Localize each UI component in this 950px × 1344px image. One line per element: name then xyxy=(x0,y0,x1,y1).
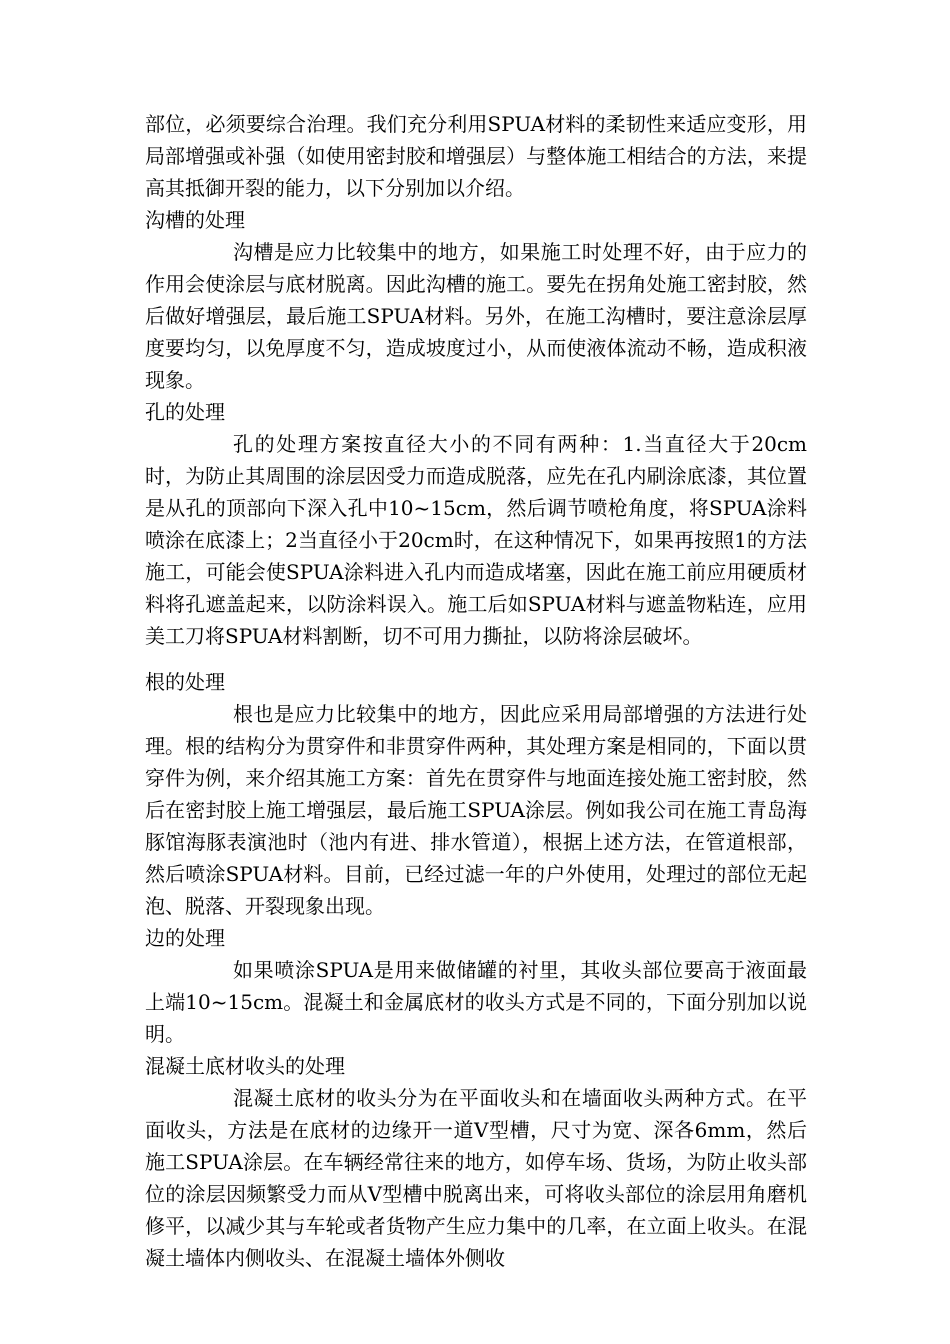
section-body-edge: 如果喷涂SPUA是用来做储罐的衬里，其收头部位要高于液面最上端10~15cm。混凝土和金属底材的收头方式是不同的，下面分别加以说明。 xyxy=(145,958,807,1046)
section-body-hole: 孔的处理方案按直径大小的不同有两种：1.当直径大于20cm时，为防止其周围的涂层因受力而造成脱落，应先在孔内刷涂底漆，其位置是从孔的顶部向下深入孔中10~15cm，然后调节喷枪角度，将SPUA涂料喷涂在底漆上；2当直径小于20cm时，在这种情况下，如果再按照1的方法施工，可能会使SPUA涂料进入孔内而造成堵塞，因此在施工前应用硬质材料将孔遮盖起来，以防涂料误入。施工后如SPUA材料与遮盖物粘连，应用美工刀将SPUA材料割断，切不可用力撕扯，以防将涂层破坏。 xyxy=(145,432,807,648)
section-heading-concrete-edge: 混凝土底材收头的处理 xyxy=(145,1054,345,1078)
section-heading-root: 根的处理 xyxy=(145,670,225,694)
intro-paragraph: 部位，必须要综合治理。我们充分利用SPUA材料的柔韧性来适应变形，用局部增强或补强（如使用密封胶和增强层）与整体施工相结合的方法，来提高其抵御开裂的能力，以下分别加以介绍。 xyxy=(145,112,807,200)
section-heading-hole: 孔的处理 xyxy=(145,400,225,424)
section-heading-groove: 沟槽的处理 xyxy=(145,208,245,232)
section-body-concrete-edge: 混凝土底材的收头分为在平面收头和在墙面收头两种方式。在平面收头，方法是在底材的边缘开一道V型槽，尺寸为宽、深各6mm，然后施工SPUA涂层。在车辆经常往来的地方，如停车场、货场，为防止收头部位的涂层因频繁受力而从V型槽中脱离出来，可将收头部位的涂层用角磨机修平，以减少其与车轮或者货物产生应力集中的几率，在立面上收头。在混凝土墙体内侧收头、在混凝土墙体外侧收 xyxy=(145,1086,807,1270)
section-body-root: 根也是应力比较集中的地方，因此应采用局部增强的方法进行处理。根的结构分为贯穿件和非贯穿件两种，其处理方案是相同的，下面以贯穿件为例，来介绍其施工方案：首先在贯穿件与地面连接处施工密封胶，然后在密封胶上施工增强层，最后施工SPUA涂层。例如我公司在施工青岛海豚馆海豚表演池时（池内有进、排水管道），根据上述方法，在管道根部，然后喷涂SPUA材料。目前，已经过滤一年的户外使用，处理过的部位无起泡、脱落、开裂现象出现。 xyxy=(145,702,807,918)
section-body-groove: 沟槽是应力比较集中的地方，如果施工时处理不好，由于应力的作用会使涂层与底材脱离。因此沟槽的施工。要先在拐角处施工密封胶，然后做好增强层，最后施工SPUA材料。另外，在施工沟槽时，要注意涂层厚度要均匀，以免厚度不匀，造成坡度过小，从而使液体流动不畅，造成积液现象。 xyxy=(145,240,807,392)
document-body xyxy=(145,108,807,1274)
section-heading-edge: 边的处理 xyxy=(145,926,225,950)
